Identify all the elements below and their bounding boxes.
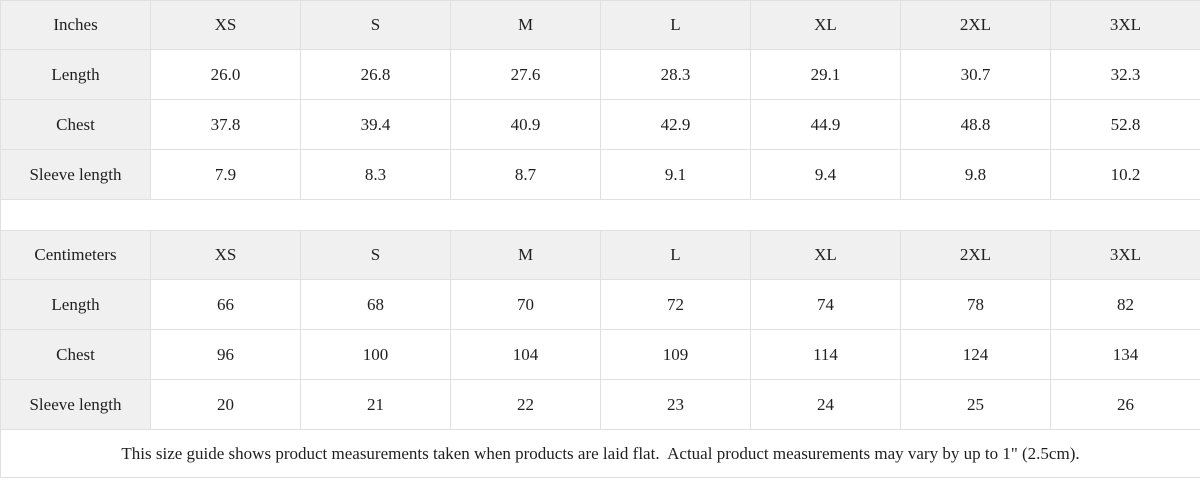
inches-sleeve-row [1,150,1200,200]
measurement-cell: 44.9 [751,100,901,150]
size-col-header: XS [151,1,301,50]
measurement-cell: 25 [901,380,1051,430]
unit-header-inches: Inches [1,1,151,50]
size-col-header: S [301,1,451,50]
row-label: Chest [1,100,151,150]
measurement-cell: 100 [301,330,451,380]
inches-header-row [1,1,1200,50]
measurement-cell: 114 [751,330,901,380]
measurement-cell: 42.9 [601,100,751,150]
measurement-cell: 30.7 [901,50,1051,100]
measurement-cell: 70 [451,280,601,330]
measurement-cell: 104 [451,330,601,380]
measurement-cell: 39.4 [301,100,451,150]
size-col-header: M [451,1,601,50]
row-label: Sleeve length [1,150,151,200]
centimeters-length-row [1,280,1200,330]
measurement-cell: 26 [1051,380,1200,430]
size-col-header: 3XL [1051,231,1200,280]
row-label: Sleeve length [1,380,151,430]
measurement-cell: 32.3 [1051,50,1200,100]
measurement-cell: 27.6 [451,50,601,100]
measurement-cell: 82 [1051,280,1200,330]
measurement-cell: 20 [151,380,301,430]
table-spacer-row [1,200,1200,231]
size-col-header: 3XL [1051,1,1200,50]
spacer-cell [1,200,1200,231]
measurement-cell: 134 [1051,330,1200,380]
size-col-header: M [451,231,601,280]
measurement-cell: 52.8 [1051,100,1200,150]
size-col-header: 2XL [901,231,1051,280]
measurement-cell: 78 [901,280,1051,330]
measurement-cell: 96 [151,330,301,380]
row-label: Length [1,280,151,330]
measurement-cell: 29.1 [751,50,901,100]
size-col-header: 2XL [901,1,1051,50]
size-guide-note: This size guide shows product measurements taken when products are laid flat. Actual product measurements may vary by up to 1" (2.5cm). [1,430,1200,478]
measurement-cell: 9.8 [901,150,1051,200]
measurement-cell: 9.4 [751,150,901,200]
size-col-header: S [301,231,451,280]
size-col-header: XS [151,231,301,280]
centimeters-chest-row [1,330,1200,380]
measurement-cell: 124 [901,330,1051,380]
measurement-cell: 26.8 [301,50,451,100]
measurement-cell: 48.8 [901,100,1051,150]
measurement-cell: 24 [751,380,901,430]
inches-length-row [1,50,1200,100]
measurement-cell: 22 [451,380,601,430]
size-col-header: XL [751,1,901,50]
measurement-cell: 10.2 [1051,150,1200,200]
measurement-cell: 74 [751,280,901,330]
measurement-cell: 68 [301,280,451,330]
row-label: Chest [1,330,151,380]
centimeters-header-row [1,231,1200,280]
size-col-header: L [601,231,751,280]
centimeters-sleeve-row [1,380,1200,430]
measurement-cell: 26.0 [151,50,301,100]
measurement-cell: 109 [601,330,751,380]
measurement-cell: 40.9 [451,100,601,150]
measurement-cell: 7.9 [151,150,301,200]
inches-chest-row [1,100,1200,150]
measurement-cell: 8.7 [451,150,601,200]
measurement-cell: 9.1 [601,150,751,200]
measurement-cell: 23 [601,380,751,430]
size-col-header: XL [751,231,901,280]
measurement-cell: 21 [301,380,451,430]
measurement-cell: 72 [601,280,751,330]
note-row [1,430,1200,478]
row-label: Length [1,50,151,100]
measurement-cell: 28.3 [601,50,751,100]
unit-header-centimeters: Centimeters [1,231,151,280]
measurement-cell: 8.3 [301,150,451,200]
size-col-header: L [601,1,751,50]
measurement-cell: 37.8 [151,100,301,150]
measurement-cell: 66 [151,280,301,330]
